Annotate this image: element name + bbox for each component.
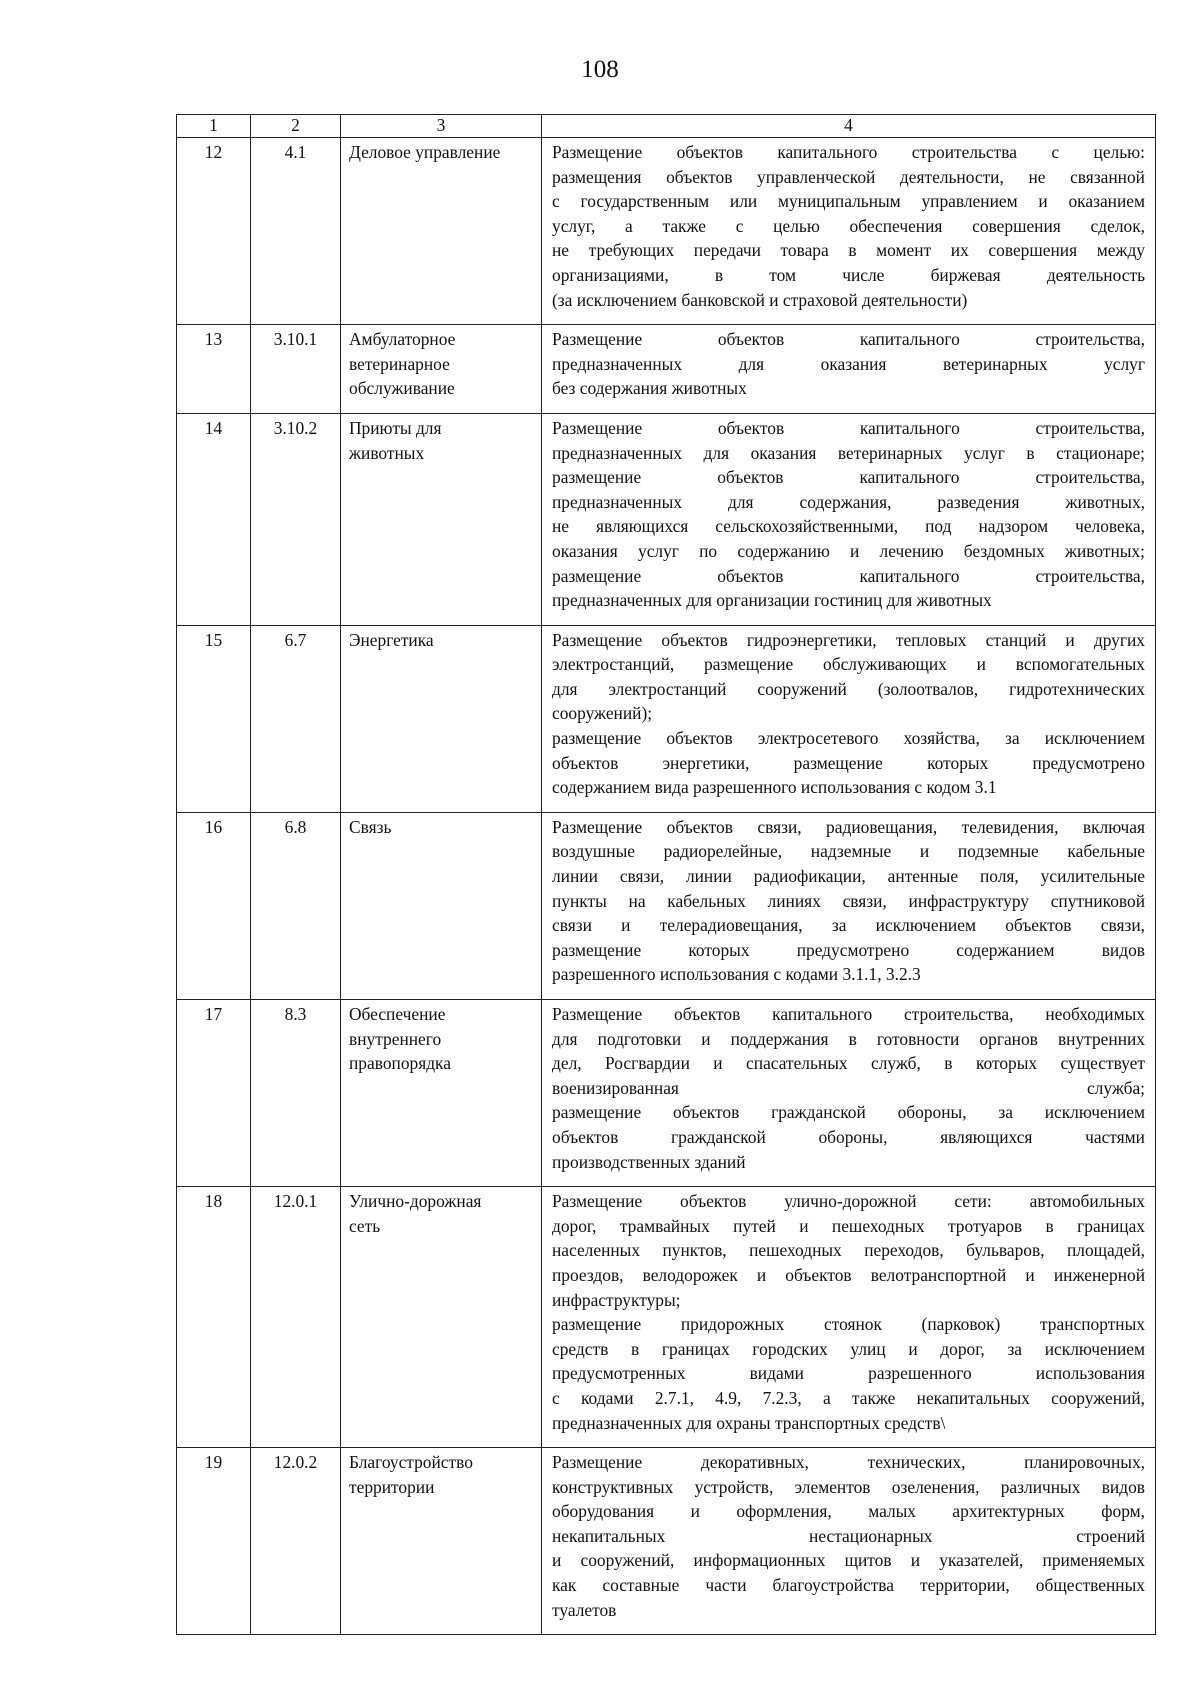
row-number-cell: 14 [177, 413, 251, 625]
description-line: организациями, в том числе биржевая деятельность [552, 264, 1145, 285]
use-name-cell [341, 1448, 542, 1635]
description-line: оборудования и оформления, малых архитектурных форм, [552, 1501, 1145, 1522]
description-line: оказания услуг по содержанию и лечению бездомных животных; [552, 540, 1145, 561]
use-name-line: Приюты для [349, 417, 442, 438]
description-line: туалетов [552, 1599, 617, 1620]
description-line: объектов энергетики, размещение которых предусмотрено [552, 752, 1145, 773]
page-number: 108 [581, 56, 619, 83]
description-line: содержанием вида разрешенного использования с кодом 3.1 [552, 777, 997, 798]
description-line: предназначенных для охраны транспортных средств\ [552, 1412, 946, 1433]
description-line: Размещение объектов капитального строительства, [552, 417, 1145, 438]
use-name-cell [341, 325, 542, 414]
use-name-line: Обеспечение [349, 1004, 446, 1024]
description-line: линии связи, линии радиофикации, антенные поля, усилительные [552, 866, 1145, 887]
description-line: не являющихся сельскохозяйственными, под надзором человека, [552, 516, 1145, 537]
description-line: размещение которых предусмотрено содержанием видов [552, 939, 1145, 960]
description-line: без содержания животных [552, 378, 747, 399]
column-header-2: 2 [251, 115, 341, 138]
row-number-cell: 19 [177, 1448, 251, 1635]
use-description-cell [542, 1187, 1156, 1448]
table-row [177, 625, 1156, 812]
use-name-line: Энергетика [349, 629, 434, 650]
use-description-cell [542, 138, 1156, 325]
use-name-line: животных [349, 442, 425, 463]
use-description-cell [542, 1448, 1156, 1635]
description-line: конструктивных устройств, элементов озеленения, различных видов [552, 1476, 1145, 1497]
row-number-cell: 17 [177, 1000, 251, 1187]
description-line: предназначенных для оказания ветеринарных услуг [552, 353, 1145, 374]
description-line: как составные части благоустройства территории, общественных [552, 1575, 1145, 1596]
description-line: с государственным или муниципальным управлением и оказанием [552, 191, 1145, 212]
description-line: услуг, а также с целью обеспечения совершения сделок, [552, 215, 1145, 236]
description-line: размещение объектов капитального строительства, [552, 467, 1145, 488]
use-code-cell: 6.8 [251, 812, 341, 999]
row-number-cell: 16 [177, 812, 251, 999]
table-header-row [177, 115, 1156, 138]
description-line: дорог, трамвайных путей и пешеходных тротуаров в границах [552, 1215, 1145, 1236]
use-name-line: Амбулаторное [349, 329, 456, 350]
description-line: для подготовки и поддержания в готовности органов внутренних [552, 1028, 1145, 1049]
use-name-line: территории [349, 1476, 435, 1497]
description-line: предназначенных для оказания ветеринарных услуг в стационаре; [552, 442, 1145, 463]
description-line: предназначенных для содержания, разведения животных, [552, 491, 1145, 512]
row-number-cell: 15 [177, 625, 251, 812]
description-line: пункты на кабельных линиях связи, инфраструктуру спутниковой [552, 890, 1145, 911]
use-name-line: ветеринарное [349, 353, 450, 374]
description-line: размещение объектов электросетевого хозяйства, за исключением [552, 728, 1145, 749]
description-line: Размещение объектов улично-дорожной сети: автомобильных [552, 1191, 1145, 1212]
column-header-3: 3 [341, 115, 542, 138]
description-line: предусмотренных видами разрешенного использования [552, 1363, 1145, 1384]
description-line: воздушные радиорелейные, надземные и подземные кабельные [552, 841, 1145, 862]
description-line: (за исключением банковской и страховой деятельности) [552, 289, 968, 310]
row-number-cell: 18 [177, 1187, 251, 1448]
use-name-line: сеть [349, 1215, 381, 1236]
use-name-cell [341, 625, 542, 812]
use-name-cell [341, 413, 542, 625]
description-line: дел, Росгвардии и спасательных служб, в которых существует [552, 1053, 1145, 1074]
description-line: Размещение объектов капитального строительства с целью: [552, 142, 1145, 162]
use-name-cell [341, 138, 542, 325]
use-code-cell: 4.1 [251, 138, 341, 325]
use-code-cell: 3.10.2 [251, 413, 341, 625]
description-line: населенных пунктов, пешеходных переходов, бульваров, площадей, [552, 1240, 1145, 1261]
table-row [177, 1448, 1156, 1635]
use-name-line: Связь [349, 816, 392, 837]
description-line: военизированная служба; [552, 1077, 1145, 1098]
use-description-cell [542, 325, 1156, 414]
description-line: инфраструктуры; [552, 1289, 681, 1310]
use-code-cell: 6.7 [251, 625, 341, 812]
description-line: некапитальных нестационарных строений [552, 1525, 1145, 1546]
column-header-4: 4 [542, 115, 1156, 138]
description-line: размещение объектов гражданской обороны, за исключением [552, 1102, 1145, 1123]
description-line: размещение объектов капитального строительства, [552, 565, 1145, 586]
table-row [177, 1000, 1156, 1187]
description-line: электростанций, размещение обслуживающих и вспомогательных [552, 654, 1145, 675]
description-line: Размещение объектов гидроэнергетики, тепловых станций и других [552, 629, 1145, 650]
description-line: средств в границах городских улиц и дорог, за исключением [552, 1338, 1145, 1359]
use-description-cell [542, 812, 1156, 999]
table-row [177, 413, 1156, 625]
description-line: предназначенных для организации гостиниц для животных [552, 590, 992, 611]
use-description-cell [542, 413, 1156, 625]
use-name-line: Благоустройство [349, 1452, 473, 1473]
row-number-cell: 12 [177, 138, 251, 325]
description-line: размещение придорожных стоянок (парковок) транспортных [552, 1314, 1145, 1335]
use-name-cell [341, 1187, 542, 1448]
description-line: Размещение декоративных, технических, планировочных, [552, 1452, 1145, 1473]
use-code-cell: 3.10.1 [251, 325, 341, 414]
use-code-cell: 8.3 [251, 1000, 341, 1187]
description-line: связи и телерадиовещания, за исключением объектов связи, [552, 915, 1145, 936]
use-name-cell [341, 812, 542, 999]
use-code-cell: 12.0.1 [251, 1187, 341, 1448]
table-row [177, 1187, 1156, 1448]
table-body [177, 138, 1156, 1635]
description-line: размещения объектов управленческой деятельности, не связанной [552, 166, 1145, 187]
table-row [177, 812, 1156, 999]
use-name-line: Деловое управление [349, 142, 501, 162]
description-line: объектов гражданской обороны, являющихся частями [552, 1126, 1145, 1147]
description-line: для электростанций сооружений (золоотвалов, гидротехнических [552, 678, 1145, 699]
use-description-cell [542, 625, 1156, 812]
description-line: проездов, велодорожек и объектов велотранспортной и инженерной [552, 1264, 1145, 1285]
use-description-cell [542, 1000, 1156, 1187]
description-line: сооружений); [552, 703, 653, 724]
use-code-cell: 12.0.2 [251, 1448, 341, 1635]
description-line: Размещение объектов капитального строительства, необходимых [552, 1004, 1145, 1024]
table-row [177, 138, 1156, 325]
use-name-line: правопорядка [349, 1053, 451, 1074]
use-name-line: внутреннего [349, 1028, 442, 1049]
description-line: Размещение объектов связи, радиовещания, телевидения, включая [552, 816, 1145, 837]
column-header-1: 1 [177, 115, 251, 138]
description-line: производственных зданий [552, 1151, 746, 1172]
description-line: и сооружений, информационных щитов и указателей, применяемых [552, 1550, 1145, 1571]
description-line: с кодами 2.7.1, 4.9, 7.2.3, а также некапитальных сооружений, [552, 1387, 1145, 1408]
use-name-line: обслуживание [349, 378, 455, 399]
description-line: разрешенного использования с кодами 3.1.1, 3.2.3 [552, 964, 921, 985]
description-line: не требующих передачи товара в момент их совершения между [552, 240, 1145, 261]
description-line: Размещение объектов капитального строительства, [552, 329, 1145, 350]
table-row [177, 325, 1156, 414]
row-number-cell: 13 [177, 325, 251, 414]
use-name-cell [341, 1000, 542, 1187]
land-use-table [176, 114, 1156, 1635]
use-name-line: Улично-дорожная [349, 1191, 482, 1212]
